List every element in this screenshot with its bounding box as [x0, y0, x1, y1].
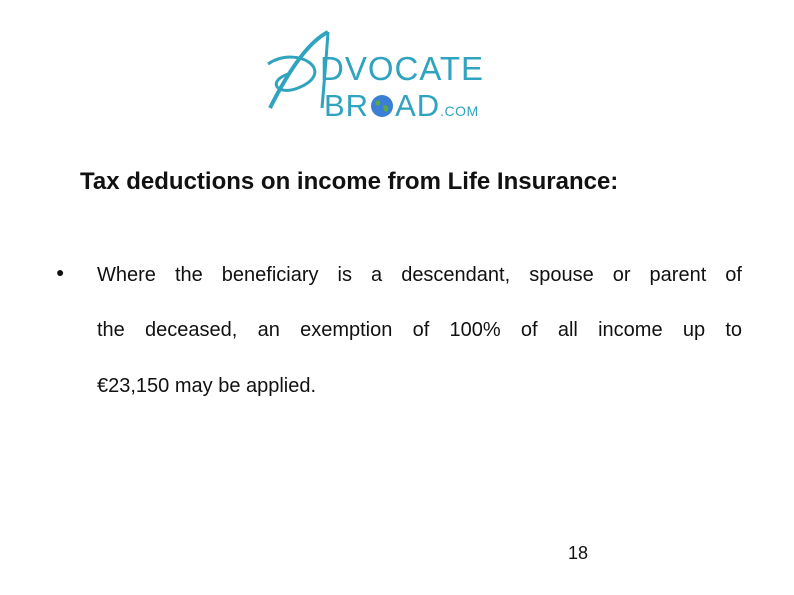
logo-word-abroad: BR AD.COM	[324, 88, 479, 123]
logo-word-advocate: DVOCATE	[320, 50, 485, 87]
bullet-text-line-2: the deceased, an exemption of 100% of all income up to	[97, 319, 742, 341]
slide-title: Tax deductions on income from Life Insurance:	[80, 168, 619, 195]
bullet-marker: ●	[56, 264, 65, 280]
logo-domain-suffix: .COM	[440, 103, 479, 119]
bullet-text-line-3: €23,150 may be applied.	[97, 375, 317, 397]
bullet-text-line-1: Where the beneficiary is a descendant, spouse or parent of	[97, 264, 742, 286]
advocate-abroad-logo	[258, 22, 518, 123]
page-number: 18	[568, 543, 589, 563]
globe-icon	[370, 94, 394, 118]
